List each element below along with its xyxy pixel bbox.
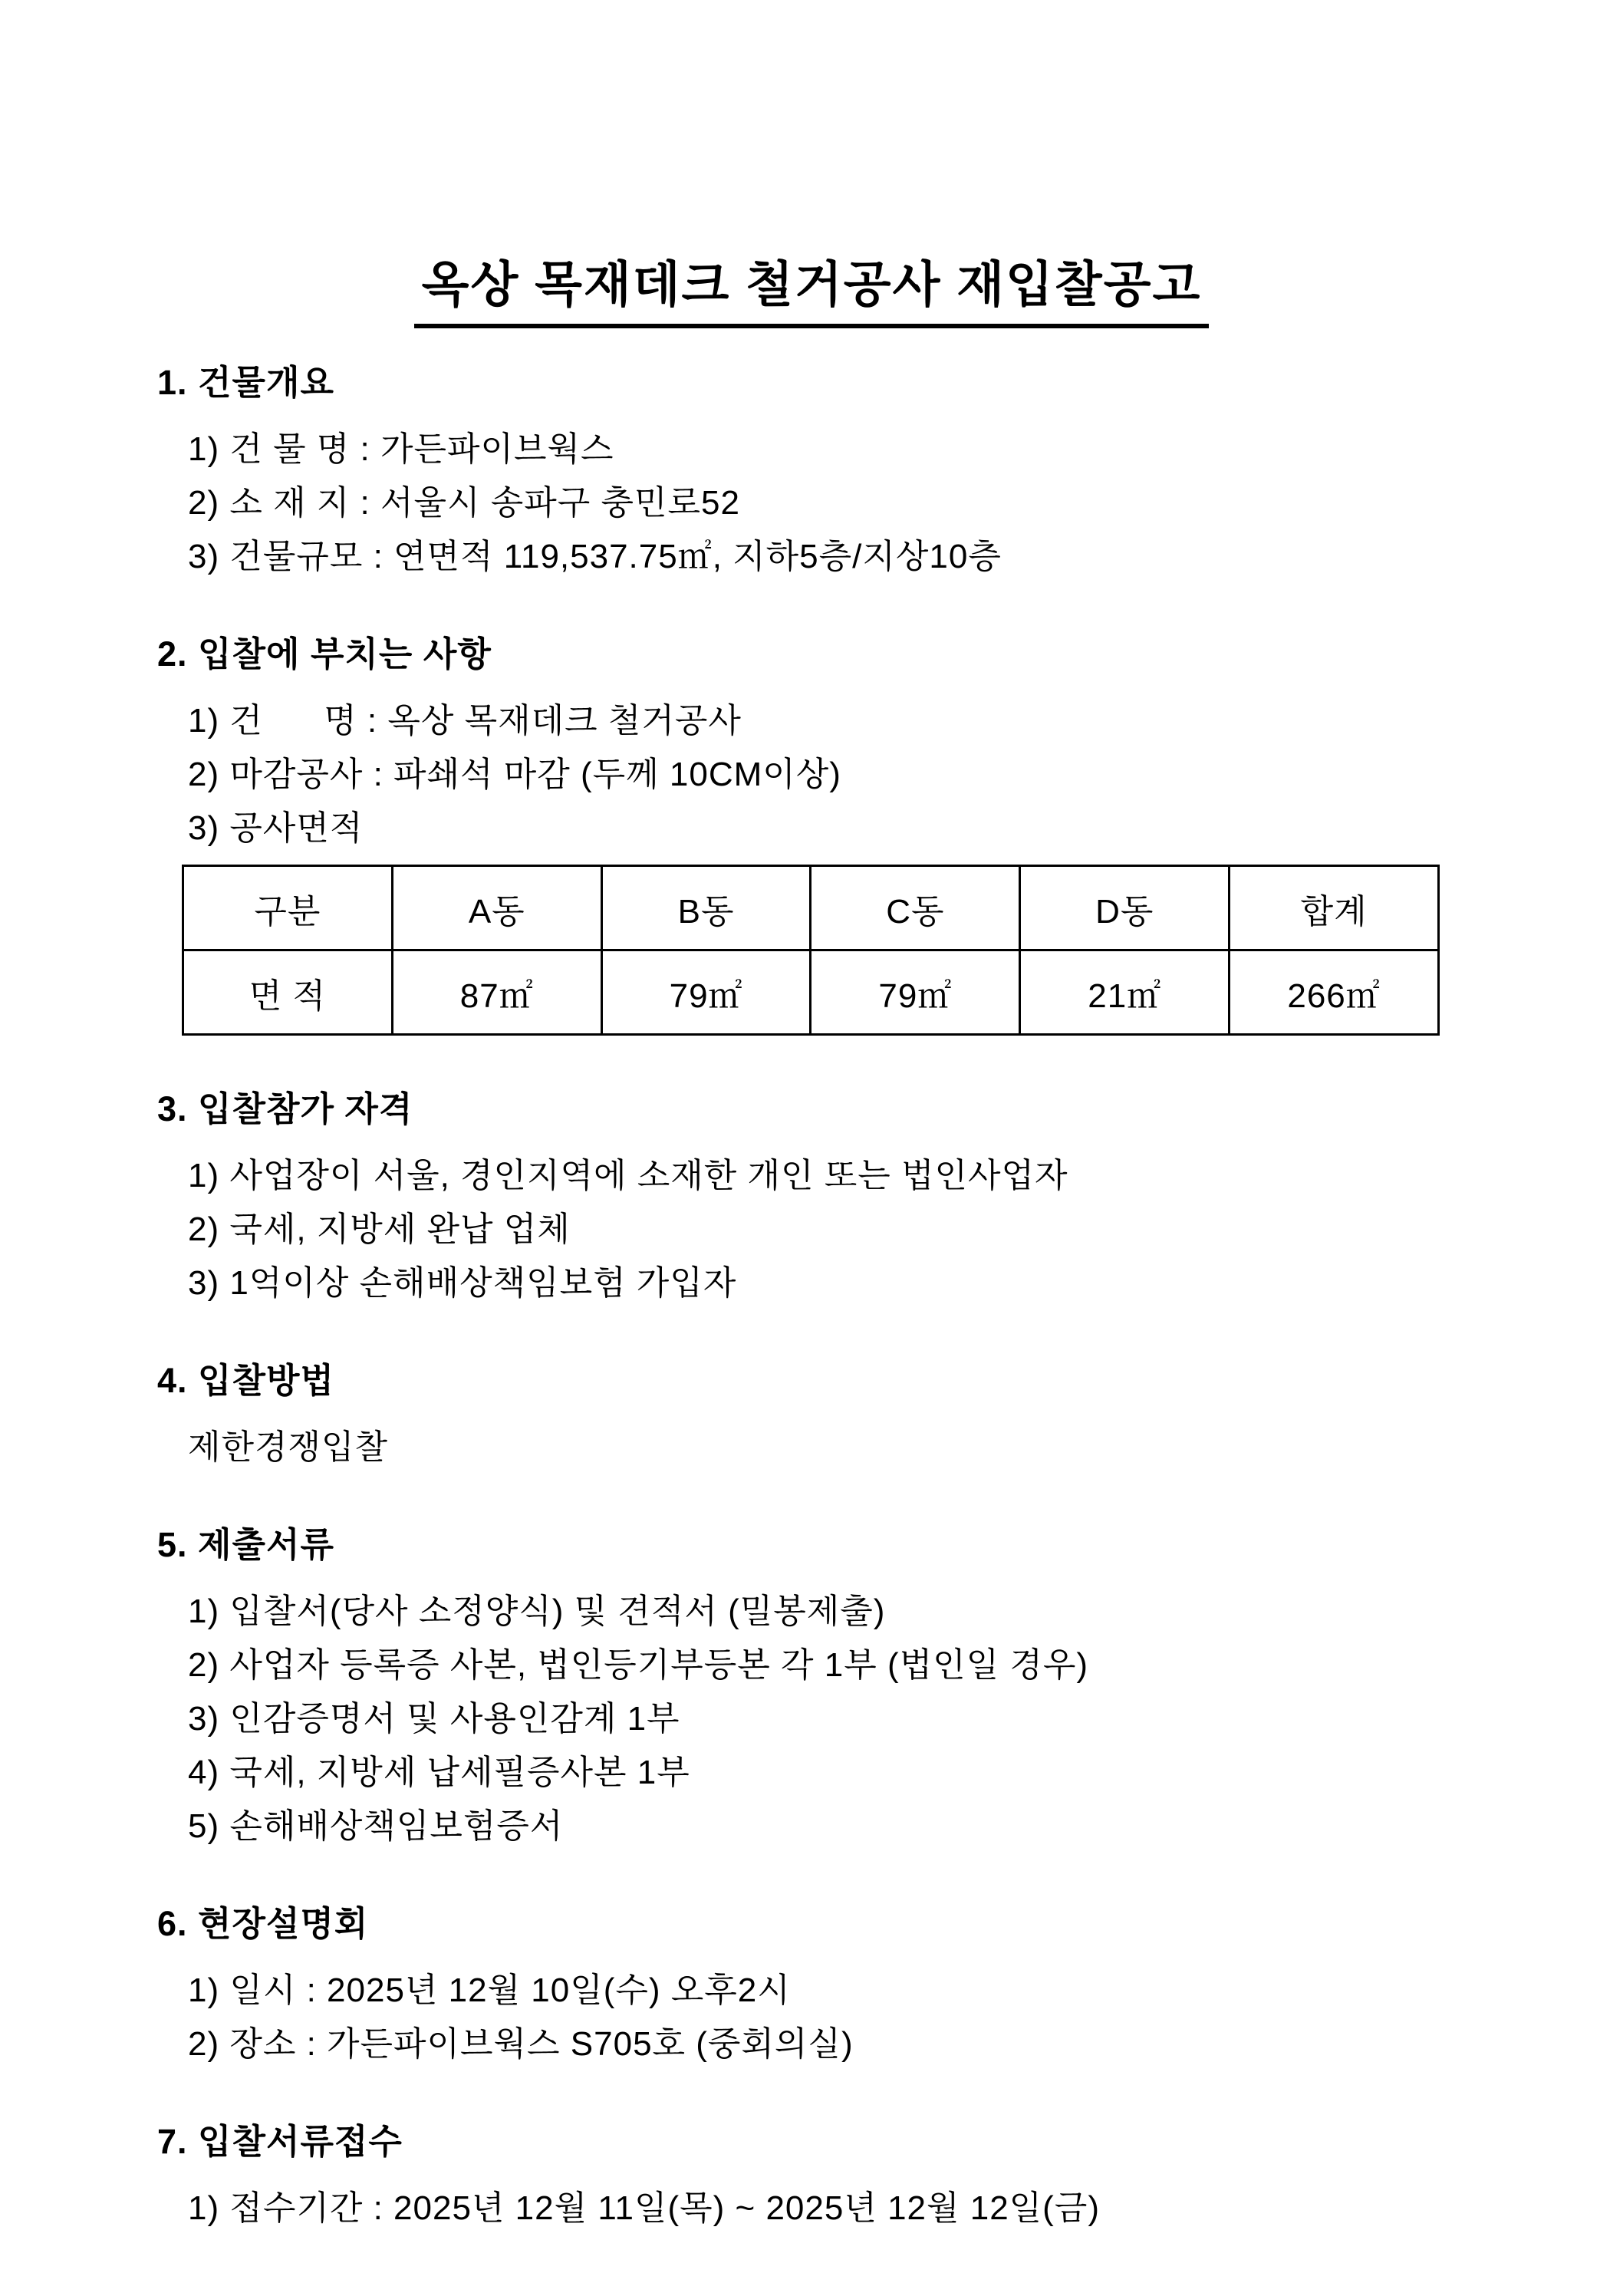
list-item: 3) 1억이상 손해배상책임보험 가입자	[188, 1264, 737, 1302]
list-item: 1) 건 물 명 : 가든파이브웍스	[188, 430, 614, 468]
list-item: 2) 마감공사 : 파쇄석 마감 (두께 10CM이상)	[188, 756, 841, 793]
section-bid-eligibility	[157, 1089, 1458, 1310]
list-item: 2) 국세, 지방세 완납 업체	[188, 1211, 571, 1248]
section-bid-document-reception	[157, 2122, 1458, 2235]
list-item: 2) 사업자 등록증 사본, 법인등기부등본 각 1부 (법인일 경우)	[188, 1646, 1089, 1684]
table-data-row	[183, 950, 1439, 1035]
table-header-cell: C동	[811, 866, 1020, 950]
table-header-cell: 합계	[1230, 866, 1439, 950]
list-item: 3) 인감증명서 및 사용인감계 1부	[188, 1700, 680, 1738]
table-data-cell: 266㎡	[1230, 950, 1439, 1035]
section-submission-documents	[157, 1525, 1458, 1853]
section-site-briefing	[157, 1904, 1458, 2071]
list-item: 제한경쟁입찰	[188, 1428, 389, 1466]
list-item: 3) 건물규모 : 연면적 119,537.75㎡, 지하5층/지상10층	[188, 538, 1002, 575]
list-item: 1) 사업장이 서울, 경인지역에 소재한 개인 또는 법인사업자	[188, 1157, 1068, 1194]
list-item: 4) 국세, 지방세 납세필증사본 1부	[188, 1754, 690, 1791]
table-header-row	[183, 866, 1439, 950]
section-heading: 4. 입찰방법	[157, 1361, 334, 1400]
list-item: 1) 입찰서(당사 소정양식) 및 견적서 (밀봉제출)	[188, 1593, 886, 1630]
construction-area-table	[182, 865, 1440, 1036]
list-item: 2) 장소 : 가든파이브웍스 S705호 (중회의실)	[188, 2025, 854, 2063]
document-body	[0, 363, 1623, 2235]
table-data-cell: 79㎡	[811, 950, 1020, 1035]
document-title: 옥상 목재데크 철거공사 재입찰공고	[414, 245, 1210, 328]
table-data-cell: 87㎡	[392, 950, 601, 1035]
table-header-cell: D동	[1020, 866, 1230, 950]
section-bid-method	[157, 1361, 1458, 1474]
table-row-label: 면 적	[183, 950, 393, 1035]
list-item: 3) 공사면적	[188, 809, 364, 847]
section-heading: 5. 제출서류	[157, 1525, 334, 1564]
list-item: 5) 손해배상책임보험증서	[188, 1807, 564, 1845]
section-heading: 1. 건물개요	[157, 363, 334, 402]
list-item: 1) 접수기간 : 2025년 12월 11일(목) ~ 2025년 12월 12일(금)	[188, 2189, 1100, 2227]
section-heading: 3. 입찰참가 자격	[157, 1089, 413, 1128]
table-header-cell: B동	[601, 866, 811, 950]
section-heading: 7. 입찰서류접수	[157, 2122, 403, 2161]
list-item: 1) 일시 : 2025년 12월 10일(수) 오후2시	[188, 1972, 791, 2009]
section-bid-matters	[157, 634, 1458, 855]
list-item: 1) 건 명 : 옥상 목재데크 철거공사	[188, 702, 742, 740]
table-header-cell: A동	[392, 866, 601, 950]
section-building-overview	[157, 363, 1458, 584]
list-item: 2) 소 재 지 : 서울시 송파구 충민로52	[188, 484, 740, 522]
table-header-cell: 구분	[183, 866, 393, 950]
section-heading: 2. 입찰에 부치는 사항	[157, 634, 492, 674]
title-block	[0, 0, 1623, 328]
table-data-cell: 79㎡	[601, 950, 811, 1035]
table-data-cell: 21㎡	[1020, 950, 1230, 1035]
section-heading: 6. 현장설명회	[157, 1904, 369, 1943]
